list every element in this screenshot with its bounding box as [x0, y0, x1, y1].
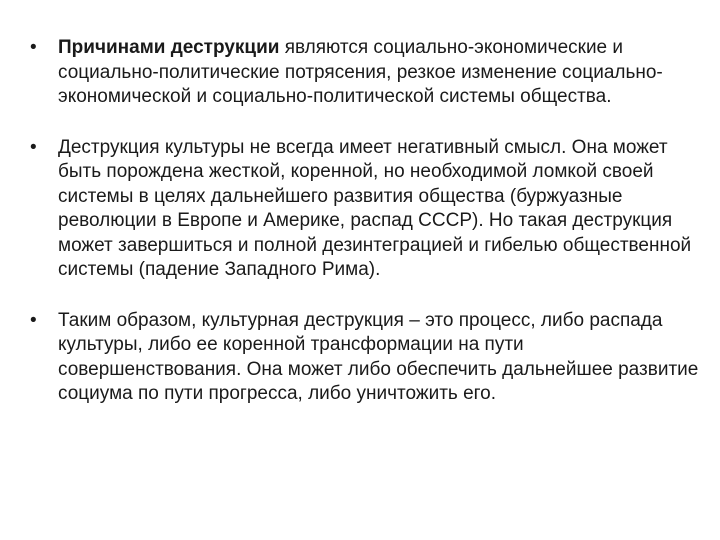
- bullet-bold-lead: Причинами деструкции: [58, 37, 280, 58]
- bullet-item-destruction-causes: [30, 36, 700, 110]
- bullet-item-conclusion: [30, 309, 700, 407]
- bullet-text: Деструкция культуры не всегда имеет негативный смысл. Она может быть порождена жесткой, коренной, но необходимой ломкой своей системы в целях дальнейшего развития общества (буржуазные революции в Европе и Америке, распад СССР). Но такая деструкция может завершиться и полной дезинтеграцией и гибелью общественной системы (падение Западного Рима).: [58, 136, 692, 280]
- bullet-marker: •: [30, 309, 37, 331]
- bullet-item-culture-destruction: [30, 136, 700, 283]
- bullet-marker: •: [30, 136, 37, 158]
- bullet-list: [30, 36, 700, 433]
- bullet-text: Таким образом, культурная деструкция – это процесс, либо распада культуры, либо ее коренной трансформации на пути совершенствования. Она может либо обеспечить дальнейшее развитие социума по пути прогресса, либо уничтожить его.: [58, 309, 699, 404]
- bullet-marker: •: [30, 37, 37, 58]
- bullet-text: являются социально-экономические и социально-политические потрясения, резкое изменение социально-экономической и социально-политической системы общества.: [58, 37, 663, 107]
